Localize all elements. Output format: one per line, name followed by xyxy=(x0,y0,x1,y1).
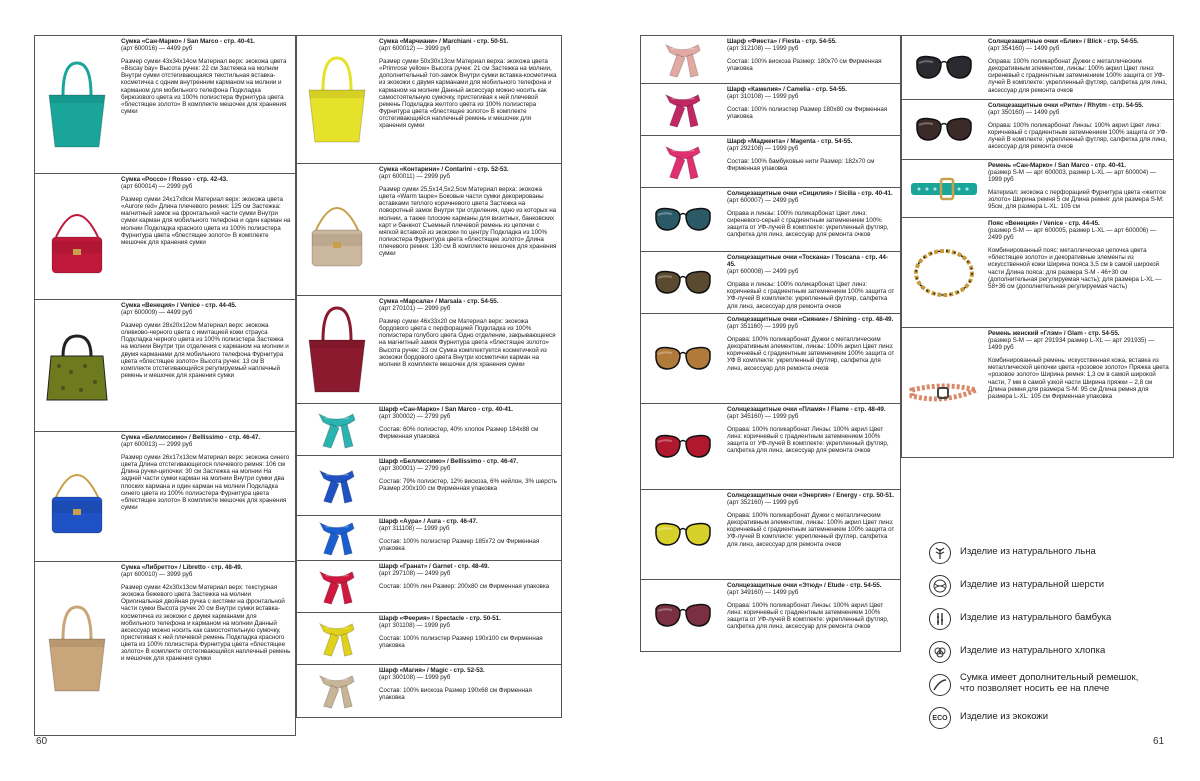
braided-belt-icon xyxy=(902,328,986,457)
product-card xyxy=(901,217,1174,328)
product-card xyxy=(296,664,562,718)
product-price: (арт 351160) — 1999 руб xyxy=(727,323,798,331)
product-title: Сумка «Венеция» / Venice - стр. 44-45. xyxy=(121,302,237,309)
product-price: (арт 600016) — 4499 руб xyxy=(121,45,193,53)
sunglasses-icon xyxy=(902,36,986,99)
pink-scarf-icon xyxy=(641,36,725,83)
product-title: Сумка «Сан-Марко» / San Marco - стр. 40-41. xyxy=(121,38,255,45)
product-text xyxy=(379,166,557,257)
product-text xyxy=(727,86,896,120)
product-description: Размер сумки 26х17х13см Материал верх: экокожа синего цвета Длина отстегивающегося плечевого ремня: 106 см Длина ручки-цепочки: 30 см Застежка на молнии На задней части сумки карман на молнии Внутри сумки два плоских кармана и один карман на молнии Подкладка синего цвета из 100% полиэстера Фурнитура цвета «блестящее золото» В комплекте мешочек для хранения сумки xyxy=(121,454,290,511)
legend-item xyxy=(926,639,1176,667)
product-title: Солнцезащитные очки «Сияние» / Shining - стр. 48-49. xyxy=(727,316,894,323)
product-card xyxy=(296,403,562,456)
product-title: Солнцезащитные очки «Этюд» / Etude - стр. 54-55. xyxy=(727,582,882,589)
product-card xyxy=(640,313,901,404)
product-text xyxy=(727,38,896,72)
product-price: (арт 300002) — 2799 руб xyxy=(379,413,451,421)
product-description: Оправа: 100% поликарбонат Дужки с металлическим декоративным элементом, линзы: 100% акрил Цвет линз: коричневый с градиентным затемнением 100% защита от УФ В комплекте: укрепленный футляр, салфетка для линз, аксессуар для ремонта очков xyxy=(727,336,895,372)
product-card xyxy=(34,173,296,300)
product-price: (арт 600014) — 2999 руб xyxy=(121,183,193,191)
legend-text: Изделие из натуральной шерсти xyxy=(960,579,1105,590)
product-price: (арт 600010) — 3999 руб xyxy=(121,571,193,579)
legend-text: Изделие из натурального бамбука xyxy=(960,612,1112,623)
product-text xyxy=(121,564,291,662)
product-text xyxy=(379,563,557,590)
sunglasses-icon xyxy=(641,490,725,579)
legend-text: Изделие из натурального льна xyxy=(960,546,1096,557)
product-card xyxy=(640,489,901,580)
product-title: Сумка «Беллиссимо» / Bellissimo - стр. 46-47. xyxy=(121,434,261,441)
product-title: Солнцезащитные очки «Пламя» / Flame - стр. 48-49. xyxy=(727,406,886,413)
product-description: Оправа: 100% поликарбонат Линзы: 100% акрил Цвет линз: коричневый с градиентным затемнением 100% защита от УФ-лучей В комплекте: укрепленный футляр, салфетка для линз, аксессуар для ремонта очков xyxy=(727,426,889,455)
page-number-left: 60 xyxy=(36,736,48,747)
product-text xyxy=(121,38,291,115)
product-card xyxy=(640,579,901,652)
product-title: Сумка «Россо» / Rosso - стр. 42-43. xyxy=(121,176,228,183)
product-card xyxy=(34,561,296,736)
product-description: Размер сумки 24х17х8см Материал верх: экокожа цвета «Aurore red» Длина плечевого ремня: 125 см Застежка: магнитный замок на фронтальной части сумки Внутри сумки карман для мобильного телефона и один карман на молнии Подкладка красного цвета из 100% полиэстера Фурнитура цвета «блестящее золото» В комплекте мешочек для хранения сумки xyxy=(121,196,291,246)
product-text xyxy=(727,138,896,172)
product-text xyxy=(379,518,557,552)
wool-icon xyxy=(929,575,951,597)
product-price: (арт 349160) — 1499 руб xyxy=(727,589,799,597)
product-text xyxy=(121,434,291,511)
product-price: (арт 600008) — 2499 руб xyxy=(727,268,799,276)
product-description: Оправа и линзы: 100% поликарбонат Цвет линз: сиреневого-серый с градиентным затемнением 100% защита от УФ-лучей В комплекте: укрепленный футляр, салфетка для линз, аксессуар для ремонта очков xyxy=(727,210,889,239)
legend-text: Изделие из экокожи xyxy=(960,711,1049,722)
product-title: Солнцезащитные очки «Блик» / Blick - стр. 54-55. xyxy=(988,38,1139,45)
product-description: Состав: 100% полиэстер Размер 185х72 см Фирменная упаковка xyxy=(379,538,540,553)
product-title: Солнцезащитные очки «Тоскана» / Toscana - стр. 44-45. xyxy=(727,254,888,269)
product-title: Шарф «Гранат» / Garnet - стр. 48-49. xyxy=(379,563,490,570)
product-title: Ремень «Сан-Марко» / San Marco - стр. 40-41. xyxy=(988,162,1126,169)
product-price: (арт 345160) — 1999 руб xyxy=(727,413,799,421)
product-description: Состав: 79% полиэстер, 12% вискоза, 6% нейлон, 3% шерсть Размер 200х100 см Фирменная упаковка xyxy=(379,478,557,493)
product-description: Комбинированный ремень: искусственная кожа, вставка из металлической цепочки цвета «розовое золото» Пряжка цвета «розовое золото» Ширина ремня: 1,3 см в самой широкой части, 7 мм в самой узкой части Ширина пряжки – 2,8 см Длина ремня для размера S-M: 95 см Длина ремня для размера L-XL: 105 см Фирменная упаковка xyxy=(988,357,1169,400)
product-text xyxy=(988,38,1169,94)
left-page xyxy=(34,35,562,735)
product-title: Солнцезащитные очки «Энергия» / Energy - стр. 50-51. xyxy=(727,492,894,499)
product-text xyxy=(379,38,557,129)
product-description: Размер сумки 43х34х14см Материал верх: экокожа цвета «Biscay bay» Высота ручек: 22 см Застежка на молнии Внутри сумки отстегивающаяся текстильная вставка-косметичка с одним внутренним карманом на молнии и карманом для мобильного телефона Подкладка бирюзового цвета из 100% полиэстера Фурнитура цвета «блестящее золото» В комплекте мешочек для хранения сумки xyxy=(121,58,287,115)
sunglasses-icon xyxy=(641,252,725,313)
product-card xyxy=(296,35,562,164)
product-price: (арт 310108) — 1999 руб xyxy=(727,93,799,101)
legend-item xyxy=(926,606,1176,634)
eco-label: ECO xyxy=(932,714,948,722)
product-text xyxy=(379,667,557,701)
product-description: Размер сумки 46х33х20 см Материал верх: экокожа бордового цвета с перфорацией Подкладка из 100% полиэстера голубого цвета Одно отделение, закрывающееся на магнитный замок Фурнитура цвета «блестящее золото» Высота ручек: 23 см Сумка комплектуется косметичкой из экокожи бордового цвета Внутри косметички карман на молнии В комплекте мешочек для хранения сумки xyxy=(379,318,556,368)
product-description: Состав: 60% полиэстер, 40% хлопок Размер 184х88 см Фирменная упаковка xyxy=(379,426,539,441)
product-price: (арт 292108) — 1999 руб xyxy=(727,145,799,153)
product-card xyxy=(901,99,1174,160)
product-price: (арт 312108) — 1999 руб xyxy=(727,45,799,53)
teal-scarf-icon xyxy=(297,404,377,455)
product-title: Сумка «Марсала» / Marsala - стр. 54-55. xyxy=(379,298,499,305)
product-card xyxy=(296,515,562,561)
product-description: Оправа: 100% поликарбонат Дужки с металлическим декоративным элементом, линзы: 100% акрил Цвет линз: коричневый с градиентным затемнением 100% защита от УФ-лучей В комплекте: укрепленный футляр, салфетка для линз, аксессуар для ремонта очков xyxy=(727,512,895,548)
product-description: Размер сумки 50х30х13см Материал верха: экокожа цвета «Primrose yellow» Высота ручек: 21 см Застежка на молнии, дополнительный топ-замок Внутри сумки вставка-косметичка из экокожи с двумя карманами для мобильного телефона и карманом на молнии Данный аксессуар можно носить как самостоятельную сумочку, пристегивая к ней плечевой ремень Подкладка желтого цвета из 100% полиэстера Фурнитура цвета «блестящее золото» В комплекте отстегивающийся наплечный ремень и мешочек для хранения сумки xyxy=(379,58,557,130)
product-text xyxy=(121,302,291,379)
yellow-tote-bag-icon xyxy=(297,36,377,163)
eco-icon xyxy=(929,707,951,729)
product-card xyxy=(34,431,296,562)
product-price: (арт 350160) — 1499 руб xyxy=(988,109,1060,117)
product-price: (арт 600009) — 4499 руб xyxy=(121,309,193,317)
sunglasses-icon xyxy=(641,580,725,651)
legend-item xyxy=(926,705,1176,733)
product-card xyxy=(640,251,901,314)
product-description: Состав: 100% лен Размер: 200х80 см Фирменная упаковка xyxy=(379,583,550,591)
cotton-icon xyxy=(929,641,951,663)
product-price: (арт 297108) — 2499 руб xyxy=(379,570,451,578)
product-text xyxy=(727,254,896,310)
teal-tote-bag-icon xyxy=(35,36,119,173)
product-price: (арт 270101) — 2999 руб xyxy=(379,305,451,313)
product-title: Сумка «Марчиани» / Marchiani - стр. 50-51. xyxy=(379,38,509,45)
page-number-right: 61 xyxy=(1153,736,1165,747)
product-price: (арт 600007) — 2499 руб xyxy=(727,197,799,205)
product-price: (размер S-M — арт 600003, размер L-XL — арт 600004) — 1999 руб xyxy=(988,169,1157,184)
product-text xyxy=(379,615,557,649)
product-card xyxy=(296,163,562,296)
product-price: (арт 300001) — 2799 руб xyxy=(379,465,451,473)
product-text xyxy=(121,176,291,246)
product-description: Материал: экокожа с перфорацией Фурнитура цвета «желтое золото» Ширина ремня 5 см Длина ремня: для размера S-M: 95см, для размера L-XL: 105 см xyxy=(988,189,1166,211)
product-text xyxy=(727,492,896,548)
blue-scarf-icon xyxy=(297,516,377,560)
product-card xyxy=(34,299,296,432)
red-scarf-icon xyxy=(297,561,377,612)
product-description: Размер сумки 28х20х12см Материал верх: экокожа оливково-черного цвета с имитацией кожи страуса Подкладка черного цвета из 100% полиэстера Застежка на молнии Внутри три отделения с карманом на молнии и двумя карманами для мобильного телефона Фурнитура цвета «блестящее золото» Высота ручек: 13 см В комплекте отстегивающийся регулируемый наплечный ремень и мешочек для хранения сумки xyxy=(121,322,289,379)
product-description: Оправа: 100% поликарбонат Линзы: 100% акрил Цвет линз: коричневый с градиентным затемнением 100% защита от УФ-лучей В комплекте: укрепленный футляр, салфетка для линз, аксессуар для ремонта очков xyxy=(988,122,1168,151)
product-title: Шарф «Магия» / Magic - стр. 52-53. xyxy=(379,667,485,674)
product-description: Комбинированный пояс: металлическая цепочка цвета «блестящее золото» и декоративные элементы из искусственной кожи Ширина пояса 3,5 см в самой широкой части Длина пояса: для размера S-M - 46+30 см (дополнительная регулируемая часть); для размера L-XL — 58+36 см (дополнительная регулируемая часть) xyxy=(988,247,1162,290)
product-description: Размер сумки 42х30х13см Материал верх: текстурная экокожа бежевого цвета Застежка на молнии Оригинальная двойная ручка с кистями на фронтальной части сумки Высота ручек 20 см Внутри сумки вставка-косметичка из экокожи с двумя карманами для мобильного телефона и карманом на молнии Данный аксессуар можно носить как самостоятельную сумочку, пристегивая к ней плечевой ремень Подкладка красного цвета из 100% полиэстера Фурнитура цвета «блестящее золото» В комплекте отстегивающийся наплечный ремень и мешочек для хранения сумки xyxy=(121,584,291,663)
product-price: (арт 311108) — 1999 руб xyxy=(379,525,450,533)
product-description: Оправа и линзы: 100% поликарбонат Цвет линз: коричневый с градиентным затемнением 100% защита от УФ-лучей В комплекте: укрепленный футляр, салфетка для линз, аксессуар для ремонта очков xyxy=(727,281,895,310)
taupe-chain-bag-icon xyxy=(297,164,377,295)
product-title: Шарф «Фиеста» / Fiesta - стр. 54-55. xyxy=(727,38,837,45)
blue-scarf-icon xyxy=(297,456,377,515)
product-title: Солнцезащитные очки «Сицилия» / Sicilia - стр. 40-41. xyxy=(727,190,893,197)
product-description: Оправа: 100% поликарбонат Линзы: 100% акрил Цвет линз: коричневый с градиентным затемнением 100% защита от УФ-лучей В комплекте: укрепленный футляр, салфетка для линз, аксессуар для ремонта очков xyxy=(727,602,889,631)
product-text xyxy=(379,406,557,440)
product-title: Пояс «Венеция» / Venice - стр. 44-45. xyxy=(988,220,1100,227)
product-card xyxy=(901,35,1174,100)
product-price: (арт 600012) — 3999 руб xyxy=(379,45,451,53)
legend-item xyxy=(926,540,1176,568)
sunglasses-icon xyxy=(641,314,725,403)
product-description: Оправа: 100% поликарбонат Дужки с металлическим декоративным элементом, линзы: 100% акрил Цвет линз: сиреневый с градиентным затемнением 100% защита от УФ-лучей В комплекте: укрепленный футляр, салфетка для линз, аксессуар для ремонта очков xyxy=(988,58,1167,94)
product-text xyxy=(727,406,896,455)
product-card xyxy=(296,560,562,613)
red-crossbody-bag-icon xyxy=(35,174,119,299)
product-text xyxy=(988,330,1169,400)
product-title: Шарф «Сан-Марко» / San Marco - стр. 40-41. xyxy=(379,406,513,413)
legend-text: Сумка имеет дополнительный ремешок, что позволяет носить ее на плече xyxy=(960,672,1139,694)
product-text xyxy=(988,220,1169,290)
product-description: Состав: 100% вискоза Размер 190х68 см Фирменная упаковка xyxy=(379,687,532,702)
product-card xyxy=(640,403,901,490)
product-card xyxy=(640,35,901,84)
product-title: Шарф «Беллиссимо» / Bellissimo - стр. 46-47. xyxy=(379,458,519,465)
sunglasses-icon xyxy=(641,188,725,251)
product-text xyxy=(727,316,896,372)
product-card xyxy=(640,135,901,188)
product-text xyxy=(988,102,1169,151)
product-text xyxy=(727,582,896,631)
blue-chain-bag-icon xyxy=(35,432,119,561)
linen-icon xyxy=(929,542,951,564)
product-title: Ремень женский «Глэм» / Glam - стр. 54-55. xyxy=(988,330,1120,337)
legend-text: Изделие из натурального хлопка xyxy=(960,645,1106,656)
product-price: (размер S-M — арт 291934 размер L-XL — арт 291935) — 1499 руб xyxy=(988,337,1155,352)
legend-item xyxy=(926,672,1176,700)
product-title: Шарф «Камелия» / Camelia - стр. 54-55. xyxy=(727,86,847,93)
product-card xyxy=(296,612,562,665)
product-price: (арт 300108) — 1999 руб xyxy=(379,674,451,682)
product-price: (размер S-M — арт 600005, размер L-XL — арт 600006) — 2499 руб xyxy=(988,227,1157,242)
legend-item xyxy=(926,573,1176,601)
product-title: Шарф «Феерия» / Spectacle - стр. 50-51. xyxy=(379,615,501,622)
product-card xyxy=(296,295,562,404)
product-text xyxy=(988,162,1169,211)
product-card xyxy=(296,455,562,516)
material-legend xyxy=(926,540,1176,740)
product-title: Сумка «Контарини» / Contarini - стр. 52-53. xyxy=(379,166,509,173)
product-card xyxy=(901,159,1174,218)
product-description: Состав: 100% полиэстер Размер 190х100 см Фирменная упаковка xyxy=(379,635,543,650)
product-title: Солнцезащитные очки «Ритм» / Rhytm - стр. 54-55. xyxy=(988,102,1144,109)
product-description: Состав: 100% вискоза Размер: 180х70 см Фирменная упаковка xyxy=(727,58,882,73)
product-description: Состав: 100% полиэстер Размер 180х80 см Фирменная упаковка xyxy=(727,106,888,121)
product-price: (арт 600013) — 2999 руб xyxy=(121,441,193,449)
strap-icon xyxy=(929,674,951,696)
product-price: (арт 352160) — 1999 руб xyxy=(727,499,799,507)
product-text xyxy=(379,458,557,492)
olive-handbag-icon xyxy=(35,300,119,431)
product-text xyxy=(379,298,557,368)
burgundy-tote-bag-icon xyxy=(297,296,377,403)
product-title: Сумка «Либретто» / Libretto - стр. 48-49. xyxy=(121,564,243,571)
chain-belt-icon xyxy=(902,218,986,327)
sunglasses-icon xyxy=(641,404,725,489)
pink-scarf-icon xyxy=(641,84,725,135)
product-card xyxy=(34,35,296,174)
magenta-scarf-icon xyxy=(641,136,725,187)
beige-scarf-icon xyxy=(297,665,377,717)
bamboo-icon xyxy=(929,608,951,630)
product-title: Шарф «Аура» / Aura - стр. 46-47. xyxy=(379,518,478,525)
product-price: (арт 600011) — 2999 руб xyxy=(379,173,450,181)
product-description: Размер сумки 25,5х14,5х2,5см Материал верха: экокожа цвета «Warm taupe» Боковые части сумки декорированы вставками теплого коричневого цвета Застежка на поворотный замок Внутри три отделения, одно из которых на молнии, а также плоские карманы для визитных, банковских карт и банкнот Съемный плечевой ремень из цепочки с мягкой вставкой из экокожи по центру Подкладка из 100% полиэстера Фурнитура цвета «блестящее золото» Длина плечевого ремня: 130 см В комплекте мешочек для хранения сумки xyxy=(379,186,557,258)
product-card xyxy=(901,327,1174,458)
sunglasses-icon xyxy=(902,100,986,159)
product-title: Шарф «Маджента» / Magenta - стр. 54-55. xyxy=(727,138,853,145)
product-price: (арт 354160) — 1499 руб xyxy=(988,45,1060,53)
product-price: (арт 301108) — 1999 руб xyxy=(379,622,450,630)
teal-belt-icon xyxy=(902,160,986,217)
yellow-scarf-icon xyxy=(297,613,377,664)
product-card xyxy=(640,83,901,136)
product-text xyxy=(727,190,896,239)
product-description: Состав: 100% бамбуковые нити Размер: 182х70 см Фирменная упаковка xyxy=(727,158,875,173)
product-card xyxy=(640,187,901,252)
beige-tote-bag-icon xyxy=(35,562,119,735)
